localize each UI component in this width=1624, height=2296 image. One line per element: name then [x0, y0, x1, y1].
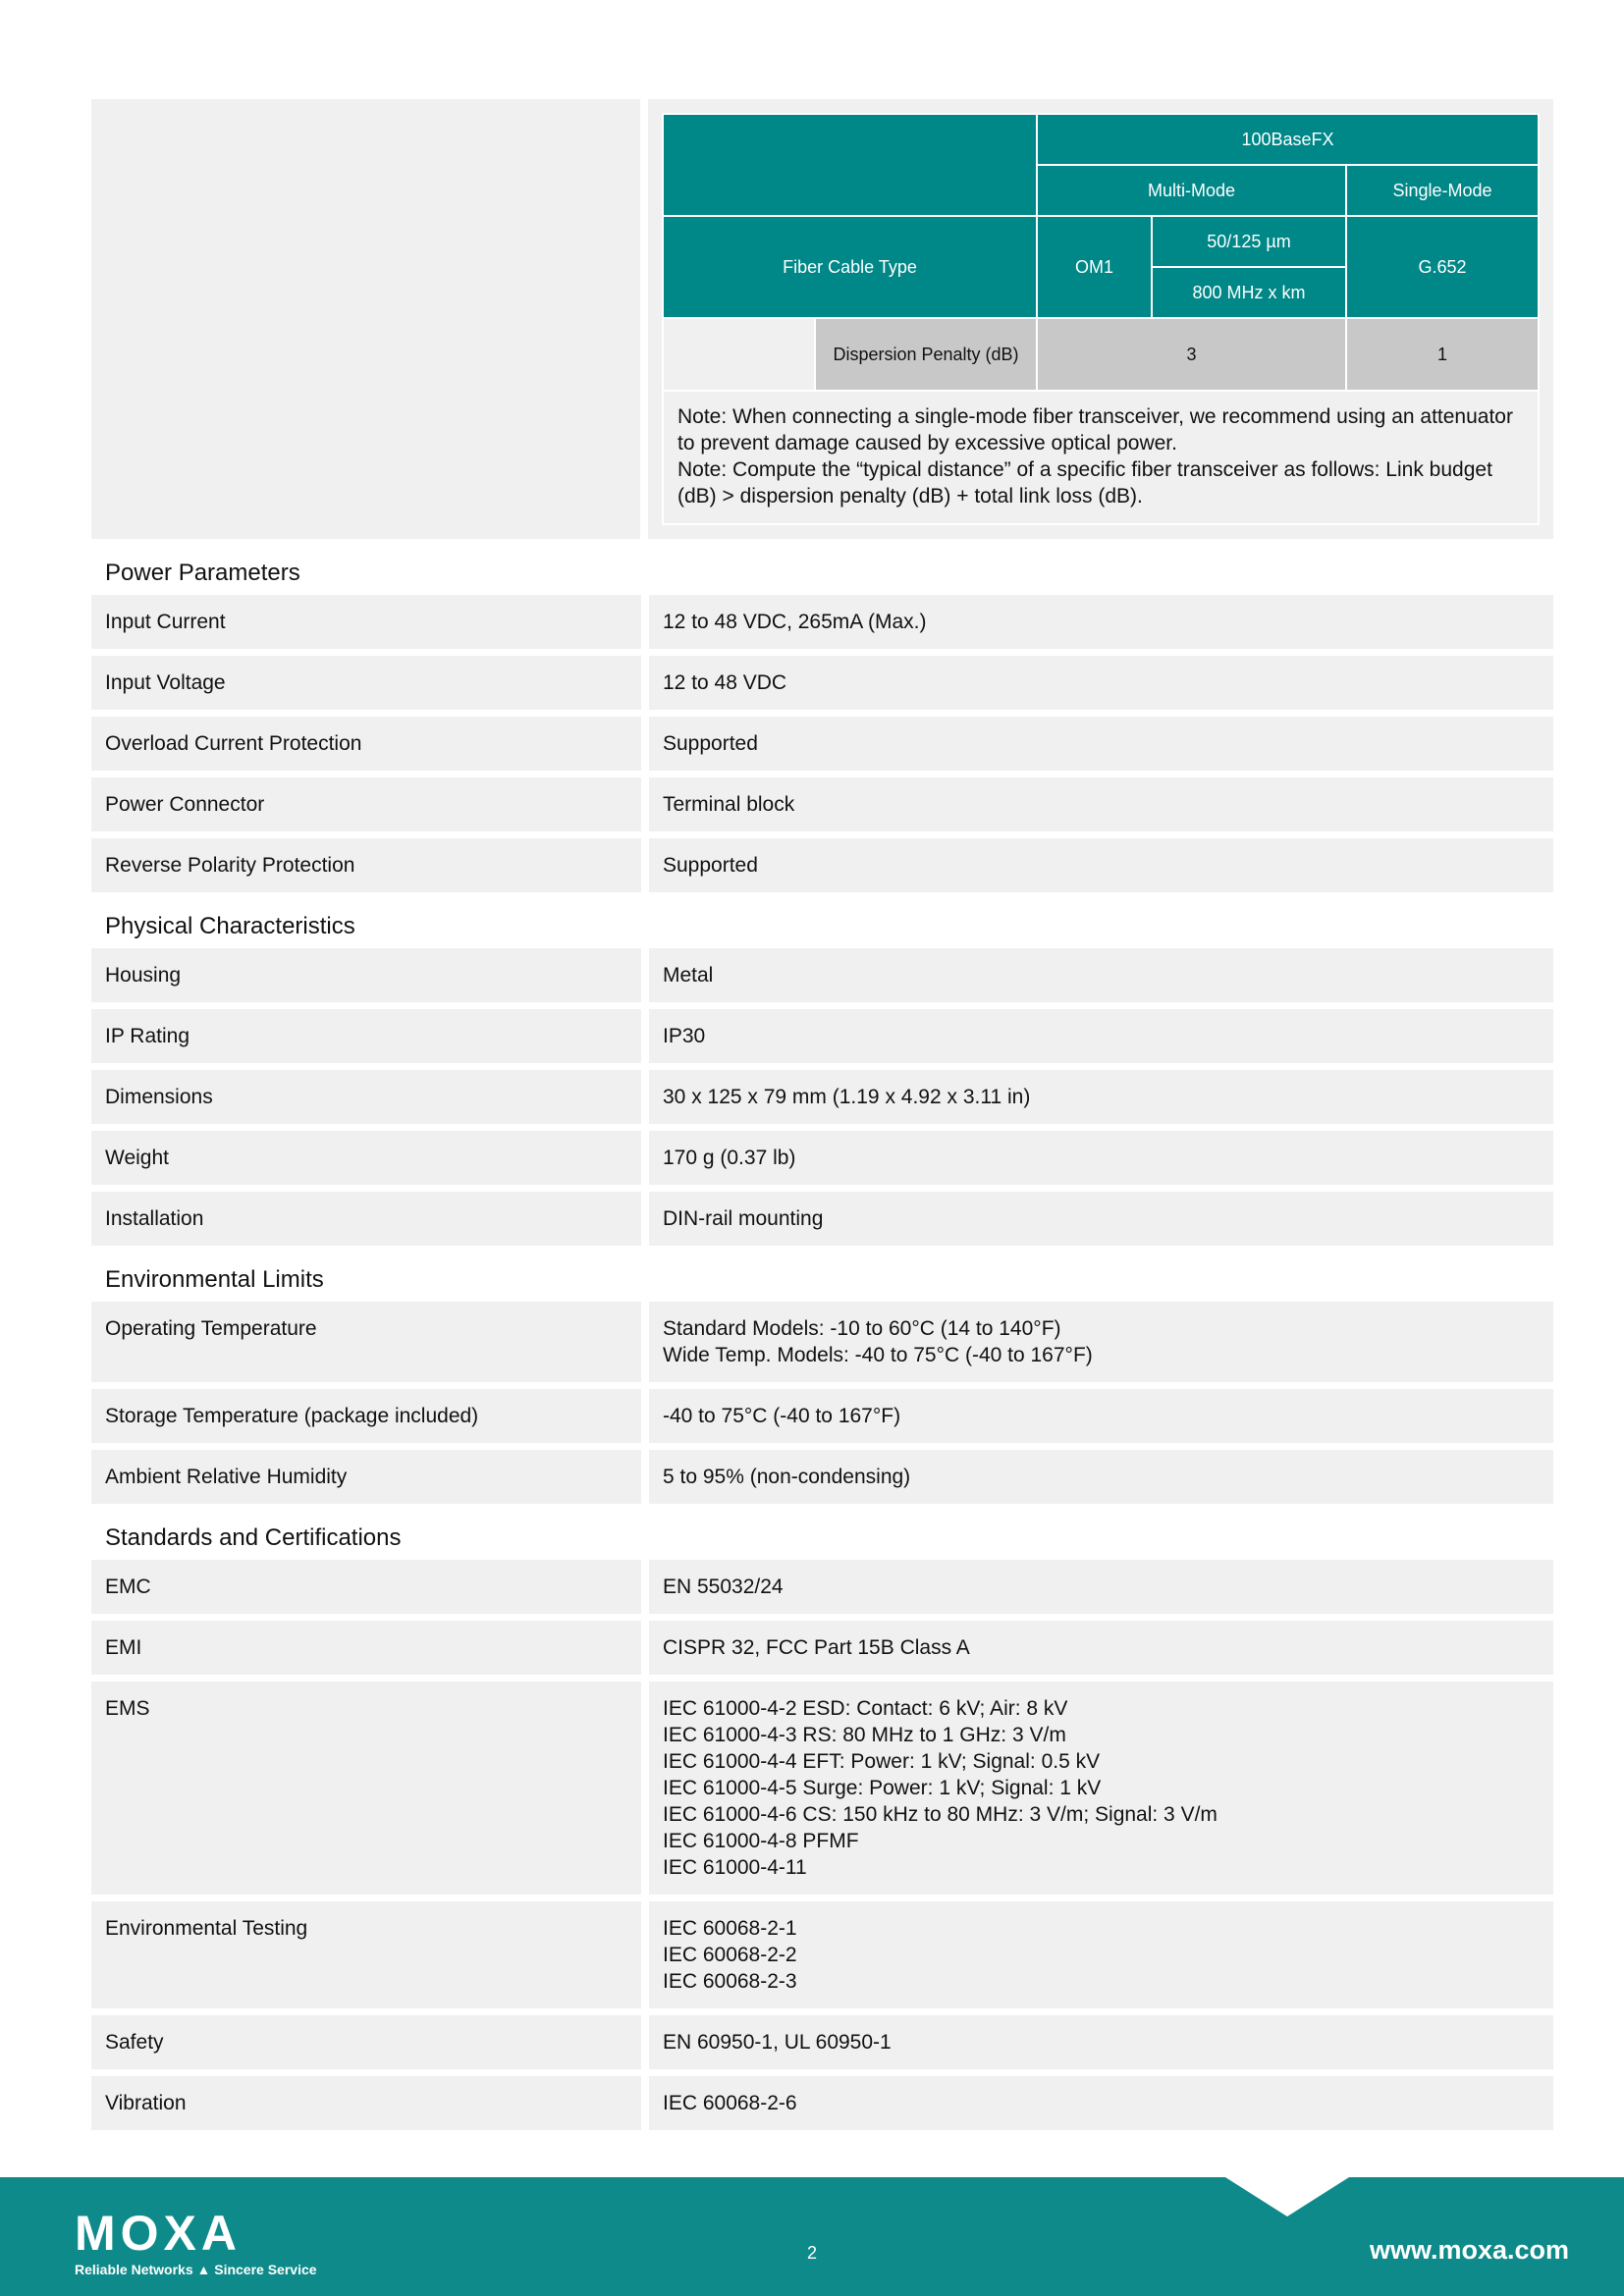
spec-value: Terminal block — [649, 777, 1553, 831]
spec-row — [91, 948, 1553, 1002]
header-singlemode: Single-Mode — [1346, 165, 1539, 216]
fiber-note-1: Note: When connecting a single-mode fiber transceiver, we recommend using an attenuator to prevent damage caused by excessive optical power. — [677, 405, 1513, 454]
spec-label: Safety — [91, 2015, 641, 2069]
dispersion-singlemode-value: 1 — [1346, 318, 1539, 391]
spec-content — [91, 99, 1553, 2137]
fiber-notes — [662, 392, 1540, 525]
fiber-spec-row — [91, 99, 1553, 539]
spec-value: EN 60950-1, UL 60950-1 — [649, 2015, 1553, 2069]
spec-value: Metal — [649, 948, 1553, 1002]
spec-800mhz-cell: 800 MHz x km — [1152, 267, 1346, 318]
fiber-spec-label-cell — [91, 99, 640, 539]
spec-label: Installation — [91, 1192, 641, 1246]
logo-wordmark: MOXA — [75, 2206, 242, 2261]
spec-value: 12 to 48 VDC — [649, 656, 1553, 710]
spec-label: Dimensions — [91, 1070, 641, 1124]
spec-label: Operating Temperature — [91, 1302, 641, 1382]
spec-label: EMS — [91, 1682, 641, 1895]
om1-cell: OM1 — [1037, 216, 1152, 318]
dispersion-multimode-value: 3 — [1037, 318, 1346, 391]
spec-row — [91, 1302, 1553, 1382]
fiber-table-corner — [663, 114, 1037, 216]
g652-cell: G.652 — [1346, 216, 1539, 318]
spec-row — [91, 1682, 1553, 1895]
spec-row — [91, 1192, 1553, 1246]
spec-row — [91, 838, 1553, 892]
spec-label: Power Connector — [91, 777, 641, 831]
spec-row — [91, 717, 1553, 771]
spec-row — [91, 1560, 1553, 1614]
spec-value: 5 to 95% (non-condensing) — [649, 1450, 1553, 1504]
spec-row — [91, 1070, 1553, 1124]
website-link[interactable]: www.moxa.com — [1369, 2235, 1569, 2265]
header-100basefx: 100BaseFX — [1037, 114, 1539, 165]
footer-notch — [1225, 2177, 1349, 2216]
spec-value: IEC 60068-2-6 — [649, 2076, 1553, 2130]
spec-label: Vibration — [91, 2076, 641, 2130]
spec-value: IEC 60068-2-1 IEC 60068-2-2 IEC 60068-2-3 — [649, 1901, 1553, 2008]
spec-row — [91, 1131, 1553, 1185]
section-title-power: Power Parameters — [105, 560, 300, 586]
fiber-cable-type-label: Fiber Cable Type — [663, 216, 1037, 318]
spec-label: Storage Temperature (package included) — [91, 1389, 641, 1443]
spec-label: EMI — [91, 1621, 641, 1675]
spec-row — [91, 1901, 1553, 2008]
fiber-note-2: Note: Compute the “typical distance” of a specific fiber transceiver as follows: Link budget (dB) > dispersion penalty (dB) + total link loss (dB). — [677, 458, 1492, 507]
spec-value: IP30 — [649, 1009, 1553, 1063]
spec-label: Ambient Relative Humidity — [91, 1450, 641, 1504]
spec-value: DIN-rail mounting — [649, 1192, 1553, 1246]
spec-row — [91, 2015, 1553, 2069]
spec-value: Standard Models: -10 to 60°C (14 to 140°F) Wide Temp. Models: -40 to 75°C (-40 to 167°F) — [649, 1302, 1553, 1382]
moxa-logo — [75, 2206, 317, 2278]
page-number: 2 — [806, 2243, 817, 2263]
spec-label: Reverse Polarity Protection — [91, 838, 641, 892]
header-multimode: Multi-Mode — [1037, 165, 1346, 216]
section-title-environmental: Environmental Limits — [105, 1266, 324, 1293]
spec-value: 12 to 48 VDC, 265mA (Max.) — [649, 595, 1553, 649]
spec-label: Environmental Testing — [91, 1901, 641, 2008]
spec-row — [91, 1389, 1553, 1443]
dispersion-penalty-label: Dispersion Penalty (dB) — [815, 318, 1037, 391]
section-title-physical: Physical Characteristics — [105, 913, 355, 939]
spec-label: Input Current — [91, 595, 641, 649]
spec-label: Overload Current Protection — [91, 717, 641, 771]
fiber-table — [662, 113, 1540, 392]
spec-label: Housing — [91, 948, 641, 1002]
spec-value: IEC 61000-4-2 ESD: Contact: 6 kV; Air: 8 kV IEC 61000-4-3 RS: 80 MHz to 1 GHz: 3 V/m IEC 61000-4-4 EFT: Power: 1 kV; Signal: 0.5 kV IEC 61000-4-5 Surge: Power: 1 kV; Signal: 1 kV IEC 61000-4-6 CS: 150 kHz to 80 MHz: 3 V/m; Signal: 3 V/m IEC 61000-4-8 PFMF IEC 61000-4-11 — [649, 1682, 1553, 1895]
spec-row — [91, 595, 1553, 649]
spec-row — [91, 777, 1553, 831]
spec-label: Input Voltage — [91, 656, 641, 710]
spec-value: 170 g (0.37 lb) — [649, 1131, 1553, 1185]
fiber-spec-value-cell — [648, 99, 1553, 539]
spec-value: Supported — [649, 717, 1553, 771]
spec-value: CISPR 32, FCC Part 15B Class A — [649, 1621, 1553, 1675]
spec-50-125-cell: 50/125 µm — [1152, 216, 1346, 267]
spec-row — [91, 1450, 1553, 1504]
spec-row — [91, 1009, 1553, 1063]
spec-row — [91, 656, 1553, 710]
dispersion-empty-cell — [663, 318, 815, 391]
spec-label: Weight — [91, 1131, 641, 1185]
spec-value: -40 to 75°C (-40 to 167°F) — [649, 1389, 1553, 1443]
spec-row — [91, 2076, 1553, 2130]
spec-row — [91, 1621, 1553, 1675]
spec-label: IP Rating — [91, 1009, 641, 1063]
spec-label: EMC — [91, 1560, 641, 1614]
logo-tagline: Reliable Networks ▲ Sincere Service — [75, 2262, 317, 2277]
spec-value: EN 55032/24 — [649, 1560, 1553, 1614]
section-title-standards: Standards and Certifications — [105, 1524, 402, 1551]
spec-value: 30 x 125 x 79 mm (1.19 x 4.92 x 3.11 in) — [649, 1070, 1553, 1124]
spec-value: Supported — [649, 838, 1553, 892]
